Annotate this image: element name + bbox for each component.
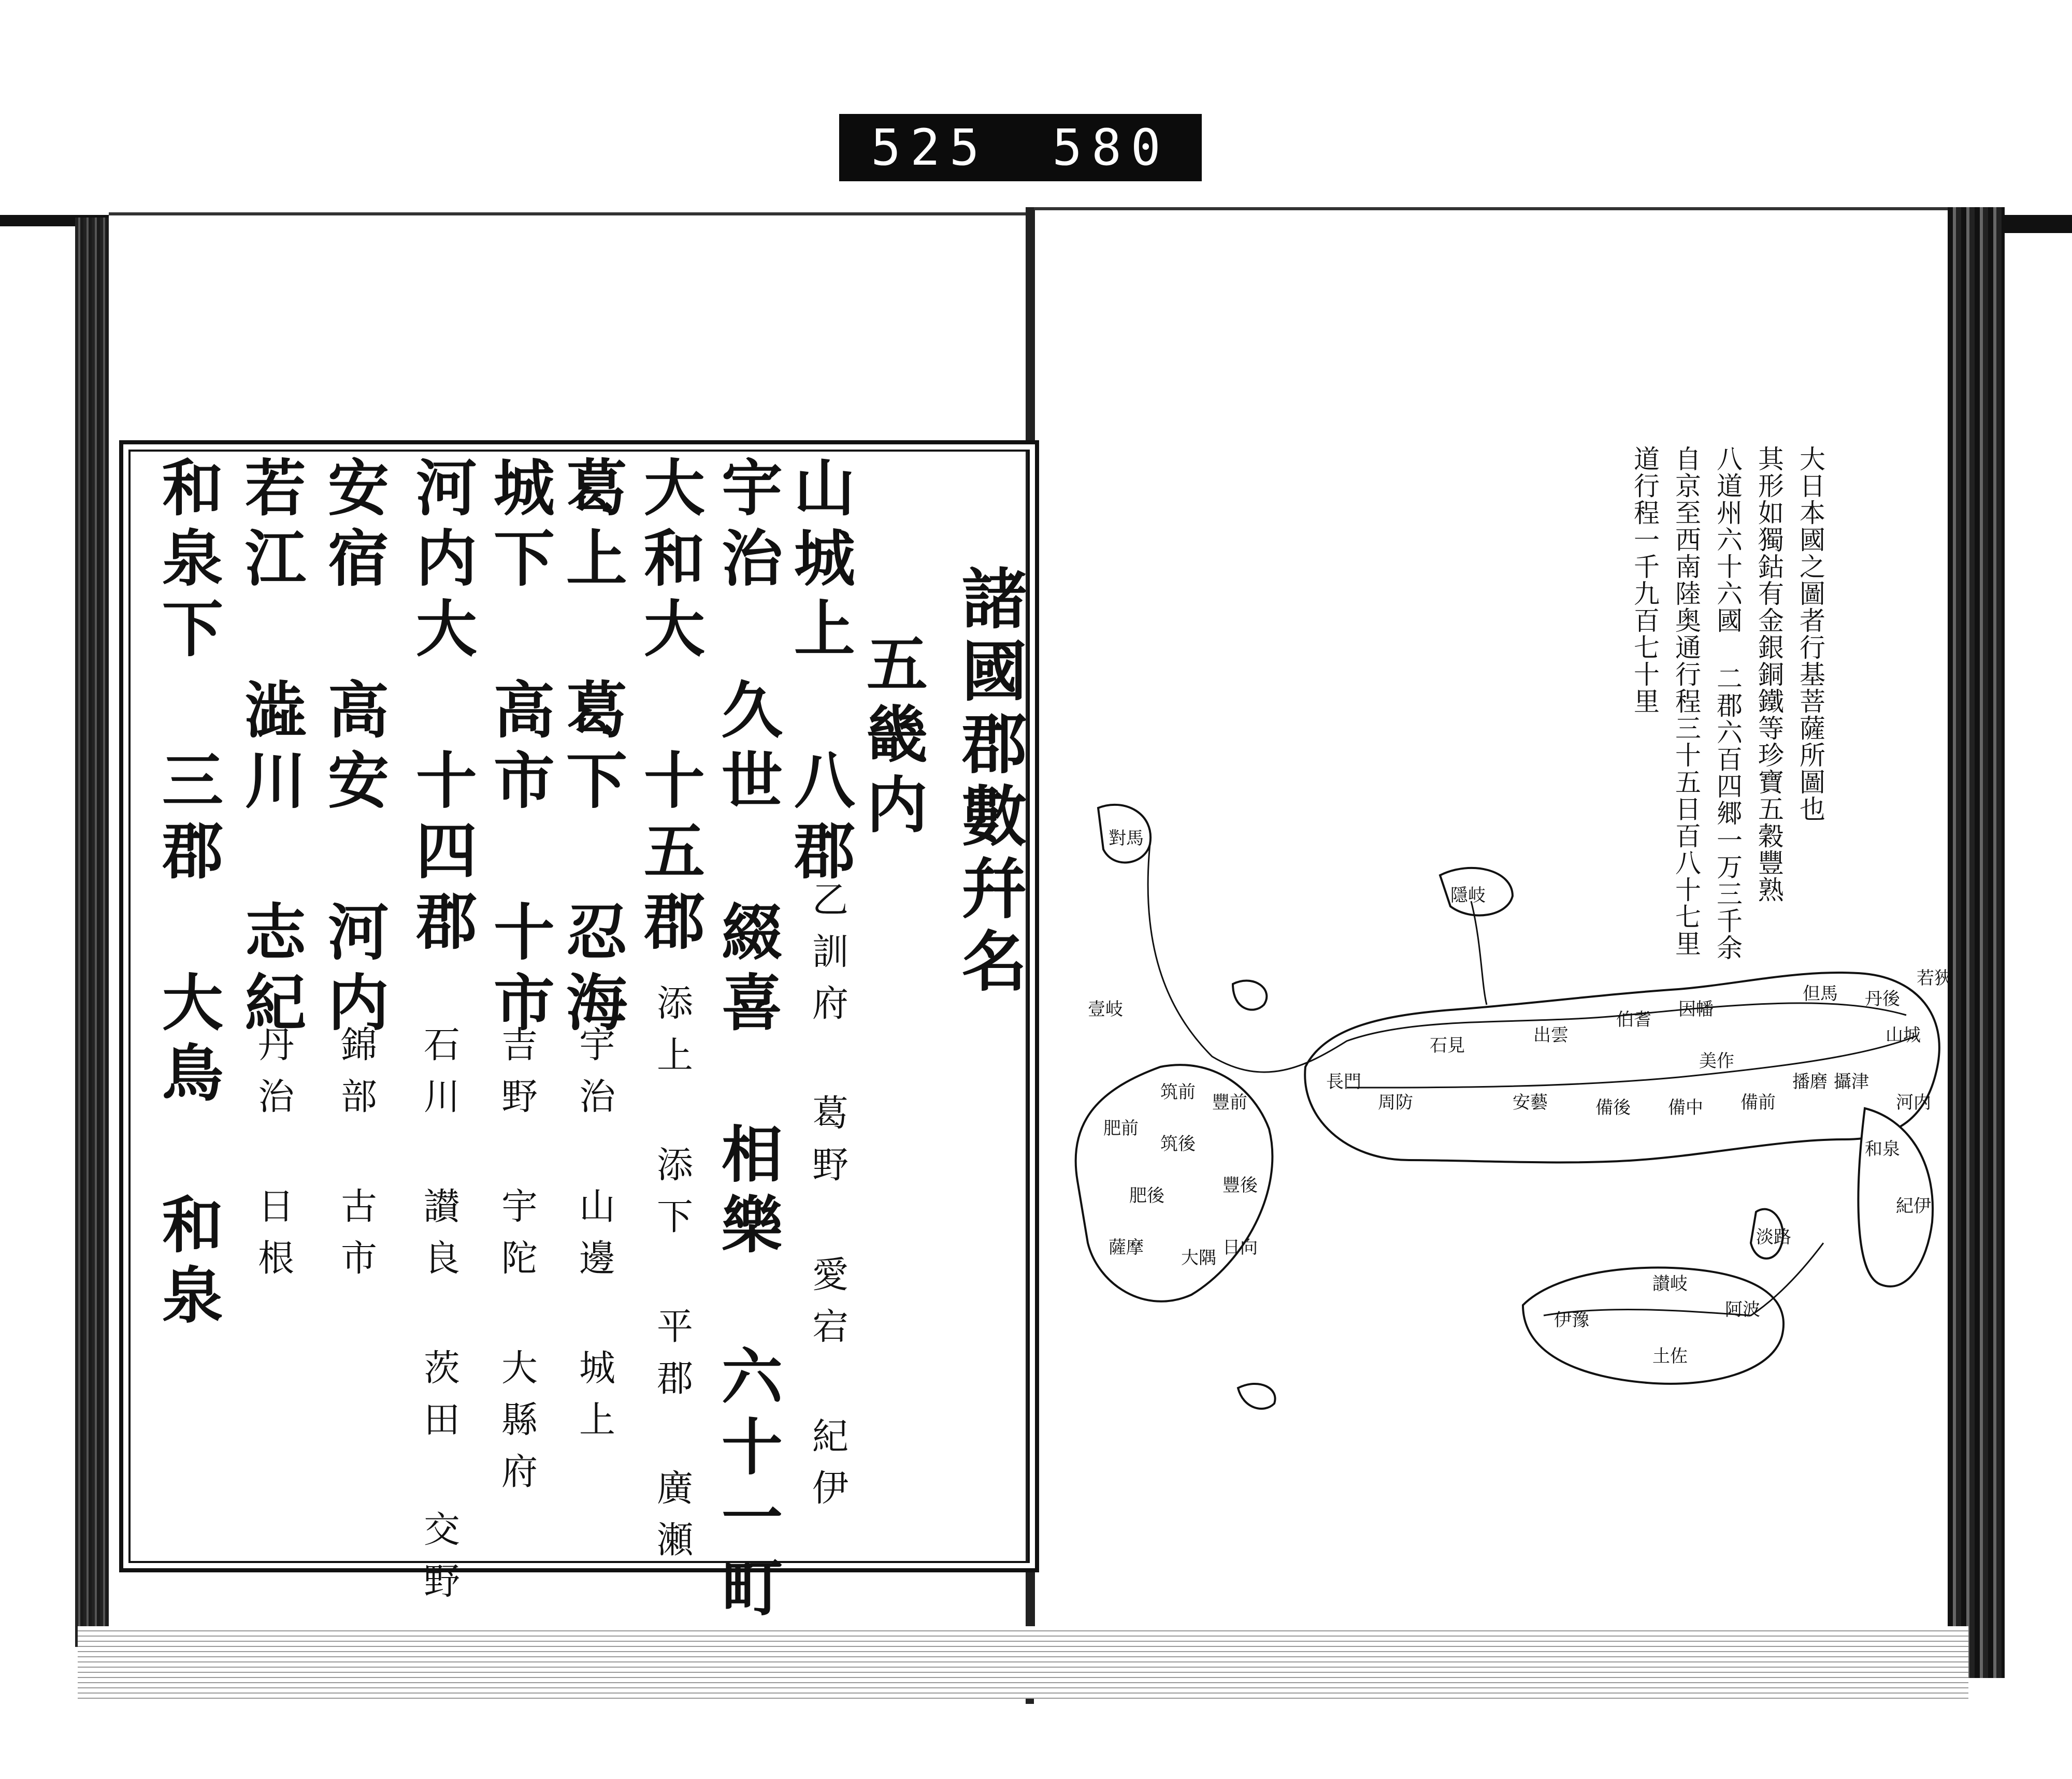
map-label-suo: 周防 bbox=[1378, 1092, 1413, 1113]
map-label-hoki: 伯耆 bbox=[1616, 1009, 1651, 1030]
map-label-iwami: 石見 bbox=[1430, 1035, 1465, 1056]
map-label-awaji: 淡路 bbox=[1756, 1227, 1791, 1248]
map-label-chikuzen: 筑前 bbox=[1160, 1082, 1196, 1103]
map-label-higo: 肥後 bbox=[1129, 1185, 1164, 1206]
text-column-9: 若江 澁川 志紀 bbox=[234, 456, 307, 1041]
map-label-wakasa: 若狹 bbox=[1917, 968, 1952, 989]
map-label-yamashiro: 山城 bbox=[1886, 1025, 1921, 1046]
archive-label-strip bbox=[839, 114, 1202, 181]
text-column-10: 和泉下 三郡 大鳥 和泉 bbox=[151, 456, 224, 1334]
map-label-oki: 隱岐 bbox=[1450, 885, 1486, 906]
map-label-hizen: 肥前 bbox=[1103, 1118, 1139, 1139]
text-column-7: 河内大 十四郡 bbox=[405, 456, 478, 960]
intro-line-5: 道行程一千九百七十里 bbox=[1630, 445, 1660, 715]
map-label-tosa: 土佐 bbox=[1652, 1346, 1688, 1367]
map-label-iyo: 伊豫 bbox=[1554, 1310, 1589, 1330]
page-bottom-edges bbox=[78, 1626, 1968, 1699]
text-column-4: 大和大 十五郡 bbox=[633, 456, 706, 960]
tail-column-7: 丹治 日根 bbox=[252, 1025, 295, 1291]
tail-column-2: 添上 添下 平郡 廣瀬 bbox=[651, 984, 694, 1572]
island-2 bbox=[1238, 1384, 1275, 1409]
map-label-buzen: 豐前 bbox=[1212, 1092, 1247, 1113]
tail-column-3: 宇治 山邊 城上 bbox=[573, 1025, 616, 1452]
map-label-satsuma: 薩摩 bbox=[1109, 1237, 1144, 1258]
honshu-west-outline bbox=[1305, 973, 1939, 1162]
tail-column-5: 石川 讃良 茨田 交野 bbox=[418, 1025, 461, 1614]
intro-line-4: 自京至西南陸奥通行程三十五日百八十七里 bbox=[1671, 445, 1701, 957]
book-left-edge bbox=[75, 218, 111, 1647]
intro-line-1: 大日本國之圖者行基菩薩所圖也 bbox=[1795, 445, 1825, 822]
map-label-bizen: 備前 bbox=[1740, 1092, 1776, 1113]
archive-number-right: 580 bbox=[1052, 119, 1170, 177]
intro-line-3: 八道州六十六國 二郡六百四郷一万三千余 bbox=[1713, 445, 1743, 961]
map-label-aki: 安藝 bbox=[1513, 1092, 1548, 1113]
text-column-1: 山城上 八郡 bbox=[783, 456, 856, 889]
tail-column-1: 乙訓府 葛野 愛宕 紀伊 bbox=[806, 880, 849, 1521]
text-column-6: 城下 高市 十市 bbox=[483, 456, 555, 1041]
map-label-tsushima: 對馬 bbox=[1109, 828, 1144, 849]
japan-province-map bbox=[1057, 798, 1958, 1492]
map-label-kii: 紀伊 bbox=[1896, 1196, 1931, 1217]
map-label-kawachi: 河内 bbox=[1896, 1092, 1931, 1113]
map-label-nagato: 長門 bbox=[1326, 1072, 1361, 1092]
text-column-5: 葛上 葛下 忍海 bbox=[555, 456, 628, 1041]
text-column-3: 宇治 久世 綴喜 相樂 六十一町 bbox=[711, 456, 783, 1626]
map-label-tango: 丹後 bbox=[1865, 989, 1900, 1009]
map-label-inaba: 因幡 bbox=[1678, 999, 1714, 1020]
road-oki bbox=[1471, 901, 1487, 1005]
tail-column-6: 錦部 古市 bbox=[335, 1025, 378, 1291]
map-label-hyuga: 日向 bbox=[1222, 1237, 1258, 1258]
text-column-8: 安宿 高安 河内 bbox=[317, 456, 390, 1041]
map-label-iki: 壹岐 bbox=[1088, 999, 1123, 1020]
map-label-harima: 播磨 bbox=[1792, 1072, 1828, 1092]
map-label-chikugo: 筑後 bbox=[1160, 1134, 1196, 1154]
map-label-bitchu: 備中 bbox=[1668, 1097, 1703, 1118]
map-label-sanuki: 讃岐 bbox=[1652, 1274, 1688, 1294]
intro-line-2: 其形如獨鈷有金銀銅鐵等珍寶五穀豐熟 bbox=[1754, 445, 1784, 903]
archive-number-left: 525 bbox=[871, 119, 989, 177]
map-label-izumi: 和泉 bbox=[1865, 1139, 1900, 1160]
map-label-osumi: 大隅 bbox=[1181, 1248, 1216, 1268]
page-title: 諸國郡數幷名 bbox=[951, 565, 1028, 1000]
text-column-2: 五畿内 bbox=[856, 632, 928, 843]
map-label-izumo: 出雲 bbox=[1533, 1025, 1569, 1046]
island-1 bbox=[1233, 981, 1267, 1010]
map-svg bbox=[1057, 798, 1958, 1492]
map-label-bingo: 備後 bbox=[1595, 1097, 1631, 1118]
map-label-bungo: 豐後 bbox=[1222, 1175, 1258, 1196]
tail-column-4: 吉野 宇陀 大縣府 bbox=[495, 1025, 538, 1504]
map-label-awa: 阿波 bbox=[1725, 1299, 1760, 1320]
map-label-tajima: 但馬 bbox=[1803, 983, 1838, 1004]
map-label-settsu: 攝津 bbox=[1834, 1072, 1869, 1092]
map-label-mimasaka: 美作 bbox=[1699, 1051, 1734, 1072]
